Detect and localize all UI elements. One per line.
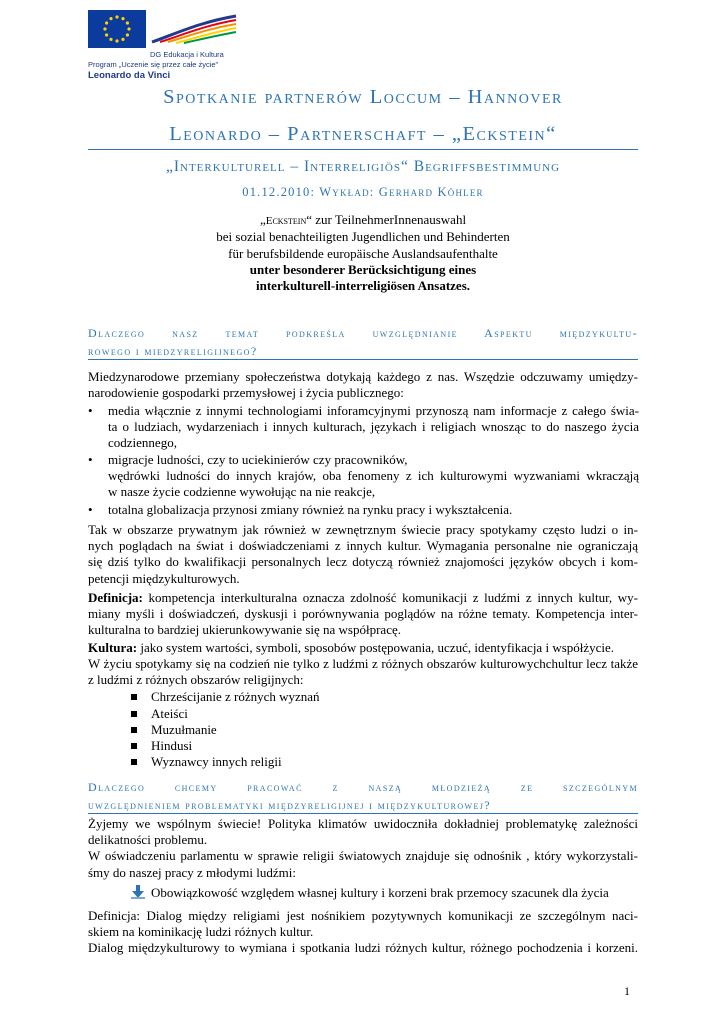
- paragraph-2: Tak w obszarze prywatnym jak również w zewnętrznym świecie pracy spotykamy często ludzi o in- nych poglądach na świat i doświadczeniami z innych kultur. Wymagania personalne nie ograniczają się dziś tylko do kwalifikacji personalnych lecz dotyczą również znajomości języków obcych i kom- petencji międzykulturowych.: [88, 522, 638, 586]
- paragraph-1: Miedzynarodowe przemiany społeczeństwa dotykają każdego z nas. Wszędzie odczuwamy umiędzy- narodowienie gospodarki przemysłowej i życia publicznego:: [88, 369, 638, 401]
- eu-leonardo-logo: [88, 10, 238, 81]
- lecture-date-line: 01.12.2010: Wykład: Gerhard Köhler: [242, 185, 484, 199]
- header-subtitle: „Interkulturell – Interreligiös“ Begriffsbestimmung: [165, 158, 561, 175]
- paragraph-definition-1: Definicja: kompetencja interkulturalna oznacza zdolność komunikacji z ludźmi z innych kultur, wy- miany myśli i doświadczeń, dyskusji i porównywania poglądów na różne tematy. Kompetencja inter- kulturalna to bardziej ukierunkowywanie się na współpracę.: [88, 590, 638, 638]
- list-item: Wyznawcy innych religii: [131, 754, 531, 771]
- header-divider: [88, 149, 638, 150]
- list-item: • media włącznie z innymi technologiami inforamcyjnymi przynoszą nam informacje z całego świa- ta o ludziach, wydarzeniach i innych kulturach, językach i religiach wnosząc to do naszego życia codziennego,: [88, 403, 639, 451]
- list-item: Ateiści: [131, 706, 531, 723]
- arrow-down-icon: [131, 885, 145, 899]
- eu-flag-icon: [88, 10, 146, 48]
- logo-leonardo-text: Leonardo da Vinci: [88, 70, 171, 81]
- paragraph-culture: Kultura: jako system wartości, symboli, sposobów postępowania, uczuć, identyfikacja i współżycie. W życiu spotykamy się na codzień nie tylko z ludźmi z różnych obszarów kulturowychchultur lecz także z ludźmi z różnych obszarów religijnych:: [88, 640, 638, 688]
- page-number: 1: [624, 984, 630, 998]
- logo-program-text: Program „Uczenie się przez całe życie": [88, 60, 219, 69]
- list-item: • totalna globalizacja przynosi zmiany również na rynku pracy i wykształcenia.: [88, 502, 513, 517]
- intro-block: [88, 212, 638, 294]
- section-heading-1: Dlaczego nasz temat podkreśla uwzględnianie Aspektu międzykultu- rowego i miedzyreligijnego?: [88, 326, 638, 358]
- logo-dg-text: DG Edukacja i Kultura: [150, 50, 224, 59]
- intro-line-2: bei sozial benachteiligten Jugendlichen und Behinderten: [216, 229, 510, 245]
- section-1-underline: [88, 359, 638, 360]
- section-2-underline: [88, 813, 638, 814]
- intro-line-3: für berufsbildende europäische Auslandsaufenthalte: [228, 245, 498, 261]
- list-item: Obowiązkowość względem własnej kultury i korzeni brak przemocy szacunek dla życia: [131, 885, 639, 902]
- list-item: Chrześcijanie z różnych wyznań: [131, 689, 531, 706]
- paragraph-6: Definicja: Dialog między religiami jest nośnikiem pozytywnych komunikacji ze szczególnym naci- skiem na kominikację ludzi różnych kultur. Dialog międzykulturowy to wymiana i spotkania ludzi różnych kultur, różnego pochodzenia i korzeni.: [88, 908, 638, 956]
- header-title-1: Spotkanie partnerów Loccum – Hannover: [163, 86, 563, 108]
- section-heading-2: Dlaczego chcemy pracować z naszą młodzieżą ze szczególnym uwzględnieniem problematyki międzyreligijnej i międzykulturowej?: [88, 780, 638, 812]
- list-item: • migracje ludności, czy to uciekinierów czy pracowników, wędrówki ludności do innych krajów, oba fenomeny z ich kulturowymi wyzwaniami wkracząją w nasze życie codzienne wywołując na nie reakcje,: [88, 452, 639, 500]
- leonardo-swoosh-icon: [150, 12, 238, 46]
- intro-line-4: unter besonderer Berücksichtigung eines: [249, 261, 477, 277]
- intro-line-5: interkulturell-interreligiösen Ansatzes.: [256, 278, 470, 294]
- list-item: Muzułmanie: [131, 722, 531, 739]
- list-item: Hindusi: [131, 738, 531, 755]
- header-title-2: Leonardo – Partnerschaft – „Eckstein“: [169, 123, 557, 145]
- intro-line-1: „Eckstein“ zur TeilnehmerInnenauswahl: [259, 212, 467, 227]
- paragraph-5: Żyjemy we wspólnym świecie! Polityka klimatów uwidoczniła dokładniej problematykę zależności delikatności problemu. W oświadczeniu parlamentu w sprawie religii światowych znajduje się odnośnik , który wykorzystali- śmy do naszej pracy z młodymi ludźmi:: [88, 816, 638, 880]
